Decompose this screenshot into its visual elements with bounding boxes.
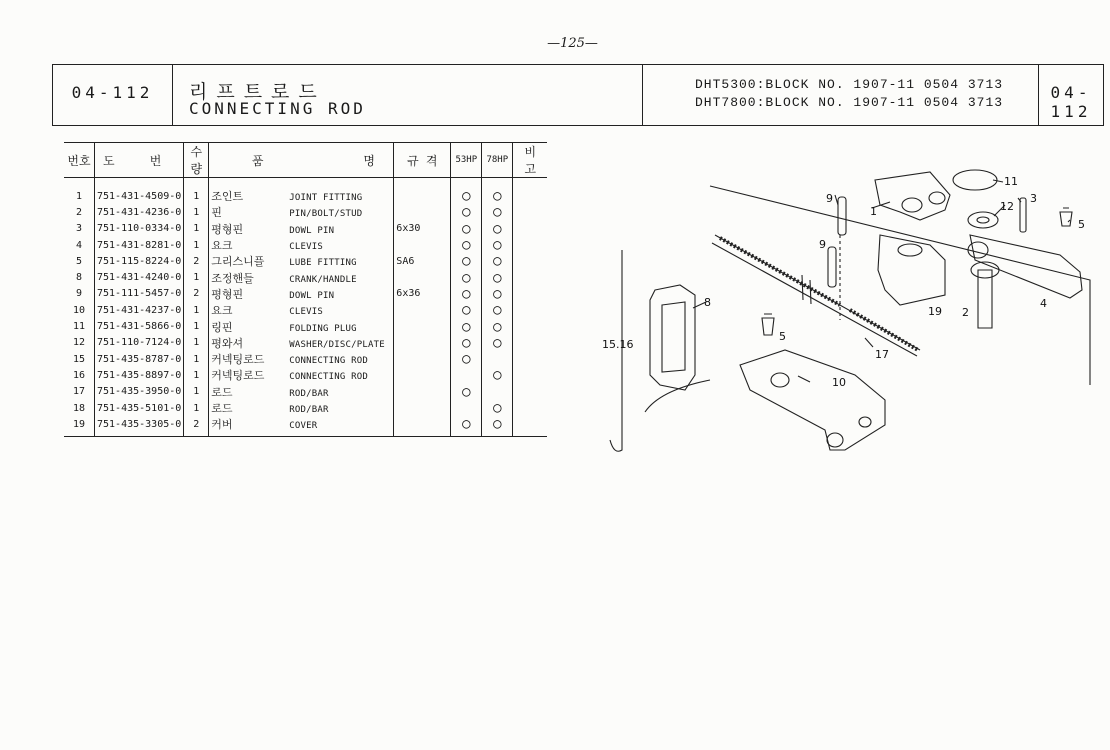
row-remarks [513,384,548,400]
row-78hp-mark [482,384,513,400]
row-name [209,335,394,351]
row-part-no: 751-431-4236-0 [95,204,184,220]
joint-fitting-1 [875,172,950,220]
callout-5b: 5 [779,330,786,343]
row-53hp-mark: ○ [451,204,482,220]
row-spec [394,335,451,351]
row-spec [394,204,451,220]
row-remarks [513,416,548,437]
exploded-parts-diagram [600,150,1100,480]
table-row [64,351,547,367]
title-english: CONNECTING ROD [189,99,366,118]
row-no: 2 [75,206,83,218]
row-name [209,302,394,318]
row-name-english: ROD/BAR [289,388,329,399]
callout-9a: 9 [826,192,833,205]
row-qty: 2 [184,416,209,437]
row-remarks [513,221,548,237]
row-qty: 1 [184,237,209,253]
row-78hp-mark: ○ [482,400,513,416]
page-number: —125— [547,36,598,51]
row-78hp-mark: ○ [482,302,513,318]
row-part-no: 751-110-0334-0 [95,221,184,237]
row-name-korean: 커넥팅로드 [211,369,265,383]
block-number-line-7800: DHT7800:BLOCK NO. 1907-11 0504 3713 [695,95,1004,110]
row-spec [394,318,451,334]
row-spec [394,400,451,416]
row-78hp-mark: ○ [482,367,513,383]
header-no: 번호 [64,143,95,178]
header-part-no [95,143,184,178]
callout-17: 17 [875,348,889,361]
row-no: 4 [75,239,83,251]
row-78hp-mark: ○ [482,204,513,220]
row-name-english: ROD/BAR [289,405,329,415]
table-row [64,384,547,400]
row-53hp-mark [451,400,482,416]
table-row [64,178,547,205]
callout-11: 11 [1004,175,1018,188]
row-no: 1 [75,190,83,202]
row-53hp-mark: ○ [451,318,482,334]
row-remarks [513,253,548,269]
callout-8: 8 [704,296,711,309]
row-part-no: 751-431-4240-0 [95,269,184,285]
row-78hp-mark: ○ [482,335,513,351]
row-part-no: 751-435-3950-0 [95,384,184,400]
row-spec [394,384,451,400]
row-qty: 2 [184,253,209,269]
row-spec [394,351,451,367]
row-qty: 1 [184,400,209,416]
row-qty: 1 [184,221,209,237]
row-name [209,237,394,253]
row-53hp-mark: ○ [451,237,482,253]
crank-handle-8 [650,285,695,390]
callout-15-16: 15.16 [602,338,634,351]
section-code-right-cell [1039,65,1103,125]
row-part-no: 751-111-5457-0 [95,286,184,302]
row-78hp-mark: ○ [482,269,513,285]
table-row [64,204,547,220]
callout-2: 2 [962,306,969,319]
row-qty: 2 [184,286,209,302]
row-53hp-mark: ○ [451,351,482,367]
row-name-korean: 조인트 [211,190,244,204]
row-name-korean: 조정핸들 [211,271,254,285]
header-qty: 수량 [184,143,209,178]
header-name-a: 품 [251,153,264,168]
row-53hp-mark: ○ [451,384,482,400]
row-name [209,286,394,302]
table-row [64,253,547,269]
threaded-rod-17 [712,235,920,356]
row-remarks [513,237,548,253]
row-78hp-mark: ○ [482,221,513,237]
table-row [64,302,547,318]
row-spec [394,302,451,318]
row-78hp-mark: ○ [482,178,513,205]
row-name [209,269,394,285]
row-part-no: 751-431-8281-0 [95,237,184,253]
row-53hp-mark: ○ [451,253,482,269]
callout-12: 12 [1000,200,1014,213]
title-korean: 리프트로드 [189,81,326,103]
row-no: 18 [72,402,86,414]
dowel-pin-9b [828,247,836,287]
row-78hp-mark: ○ [482,237,513,253]
row-qty: 1 [184,302,209,318]
header-name-b: 명 [363,153,375,168]
row-name [209,416,394,437]
row-no: 8 [75,272,83,284]
row-remarks [513,335,548,351]
row-name-english: CLEVIS [289,307,324,318]
row-name-english: CONNECTING ROD [289,372,368,383]
table-row [64,269,547,285]
row-remarks [513,204,548,220]
row-part-no: 751-435-8897-0 [95,367,184,383]
row-name-korean: 요크 [211,304,233,318]
row-name-english: WASHER/DISC/PLATE [289,339,385,350]
header-name [209,143,394,178]
row-spec [394,237,451,253]
row-no: 9 [75,288,83,300]
row-part-no: 751-431-5866-0 [95,318,184,334]
row-name-korean: 링핀 [211,320,233,334]
row-name-korean: 핀 [211,206,222,220]
row-53hp-mark [451,367,482,383]
row-name [209,318,394,334]
row-name [209,384,394,400]
row-name-korean: 평형핀 [211,222,244,236]
row-no: 11 [72,321,86,333]
row-name-english: LUBE FITTING [289,258,357,269]
row-remarks [513,286,548,302]
pin-2 [978,270,992,328]
section-code-left-cell [53,65,173,125]
callout-3: 3 [1030,192,1037,205]
row-78hp-mark: ○ [482,318,513,334]
row-remarks [513,400,548,416]
grease-nipple-5a [1060,208,1072,226]
callout-9b: 9 [819,238,826,251]
row-no: 17 [72,386,86,398]
block-number-cell [643,65,1039,125]
row-name-english: CLEVIS [289,242,324,253]
row-name [209,204,394,220]
callout-19: 19 [928,305,942,318]
title-cell [173,65,643,125]
row-no: 10 [72,304,86,316]
row-qty: 1 [184,204,209,220]
row-remarks [513,351,548,367]
table-row [64,416,547,437]
header-part-no-text: 도 번 [102,153,176,168]
row-remarks [513,367,548,383]
row-no: 5 [75,255,83,267]
row-remarks [513,302,548,318]
callout-10: 10 [832,376,846,389]
row-no: 3 [75,223,83,235]
section-code-right: 04-112 [1050,83,1092,121]
row-78hp-mark: ○ [482,253,513,269]
row-spec [394,178,451,205]
parts-table-header [64,143,547,178]
row-78hp-mark: ○ [482,416,513,437]
row-name [209,178,394,205]
row-name-english: CONNECTING ROD [289,356,368,367]
callout-1: 1 [870,205,877,218]
block-number-line-5300: DHT5300:BLOCK NO. 1907-11 0504 3713 [695,77,1004,92]
row-name-korean: 평형핀 [211,287,244,301]
table-row [64,221,547,237]
row-name-korean: 로드 [211,385,233,399]
row-part-no: 751-435-5101-0 [95,400,184,416]
row-53hp-mark: ○ [451,221,482,237]
row-qty: 1 [184,367,209,383]
row-name-english: JOINT FITTING [289,193,363,204]
table-row [64,318,547,334]
row-53hp-mark: ○ [451,178,482,205]
row-name-english: DOWL PIN [289,290,335,301]
row-spec: 6x30 [394,221,451,237]
row-qty: 1 [184,384,209,400]
row-name-english: PIN/BOLT/STUD [289,209,363,220]
parts-table [64,142,547,437]
row-name-english: COVER [289,421,318,432]
table-row [64,286,547,302]
washer-12 [968,212,998,228]
grease-nipple-5b [762,314,774,335]
row-78hp-mark [482,351,513,367]
row-spec: SA6 [394,253,451,269]
callout-5a: 5 [1078,218,1085,231]
header-box [52,64,1104,126]
parts-table-body [64,178,547,437]
row-53hp-mark: ○ [451,416,482,437]
row-part-no: 751-115-8224-0 [95,253,184,269]
row-spec [394,367,451,383]
row-part-no: 751-435-3305-0 [95,416,184,437]
table-row [64,367,547,383]
row-spec: 6x36 [394,286,451,302]
row-qty: 1 [184,269,209,285]
row-name-korean: 로드 [211,402,233,415]
row-qty: 1 [184,318,209,334]
row-remarks [513,269,548,285]
row-name-english: DOWL PIN [289,225,335,236]
row-remarks [513,178,548,205]
row-53hp-mark: ○ [451,302,482,318]
clevis-4 [970,235,1082,298]
row-name [209,367,394,383]
row-78hp-mark: ○ [482,286,513,302]
section-code-left: 04-112 [71,83,154,102]
row-53hp-mark: ○ [451,286,482,302]
ring-pin-11 [953,170,997,190]
row-name [209,253,394,269]
row-qty: 1 [184,335,209,351]
table-row [64,237,547,253]
row-no: 12 [72,337,86,349]
header-78hp: 78HP [482,143,513,178]
row-name [209,400,394,416]
row-53hp-mark: ○ [451,269,482,285]
table-row [64,335,547,351]
dowel-pin-3 [1020,198,1026,232]
row-spec [394,416,451,437]
row-no: 15 [72,353,86,365]
row-spec [394,269,451,285]
row-name-korean: 그리스니플 [211,255,265,269]
row-name-english: FOLDING PLUG [289,323,357,334]
row-name-korean: 커버 [211,418,233,432]
row-name-korean: 요크 [211,239,233,253]
header-spec: 규 격 [394,143,451,178]
row-name [209,221,394,237]
row-part-no: 751-431-4509-0 [95,178,184,205]
header-remarks: 비 고 [513,143,548,178]
row-remarks [513,318,548,334]
row-53hp-mark: ○ [451,335,482,351]
callout-4: 4 [1040,297,1047,310]
row-name-english: CRANK/HANDLE [289,274,357,285]
row-part-no: 751-435-8787-0 [95,351,184,367]
header-53hp: 53HP [451,143,482,178]
row-no: 16 [72,369,86,381]
row-name-korean: 커넥팅로드 [211,353,265,367]
row-part-no: 751-431-4237-0 [95,302,184,318]
table-row [64,400,547,416]
row-part-no: 751-110-7124-0 [95,335,184,351]
dowel-pin-9a [838,197,846,235]
row-name [209,351,394,367]
row-qty: 1 [184,351,209,367]
cover-19 [878,235,945,305]
row-qty: 1 [184,178,209,205]
clevis-10 [740,350,885,450]
row-no: 19 [64,416,95,437]
row-name-korean: 평와셔 [211,336,244,350]
